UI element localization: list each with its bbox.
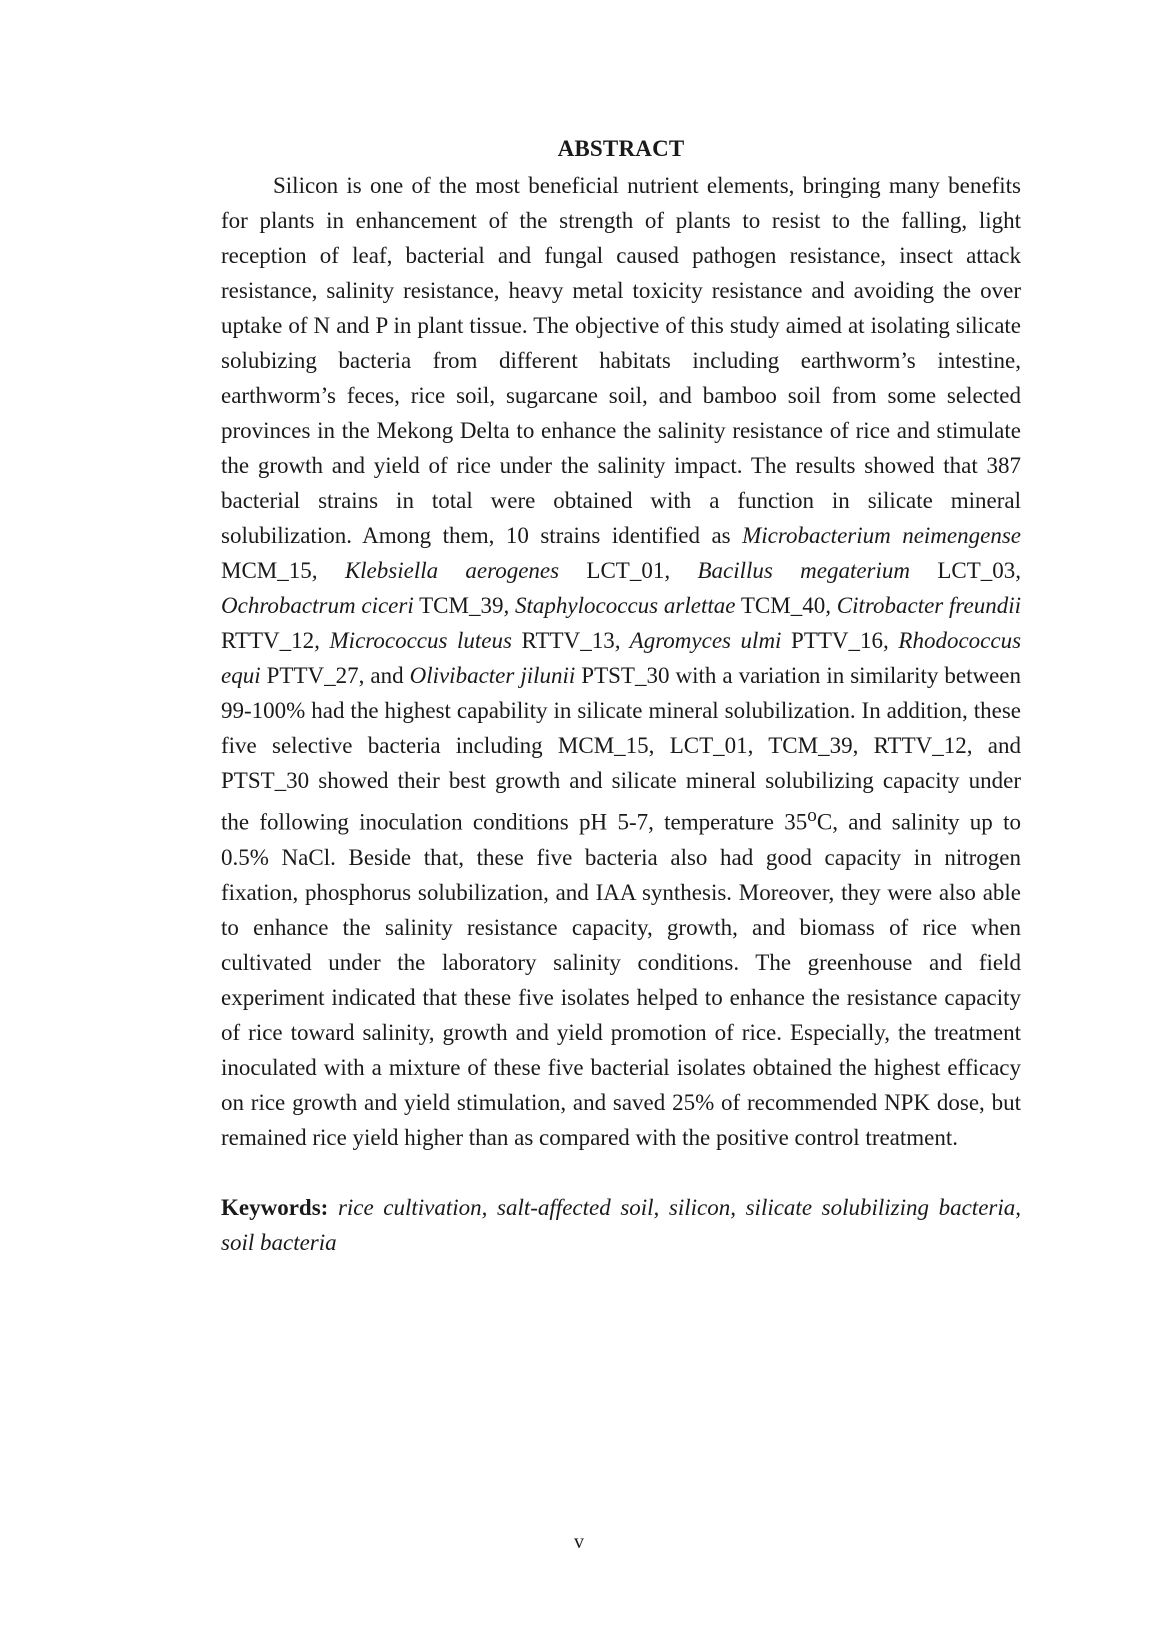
abstract-text-1: Silicon is one of the most beneficial nutrient elements, bringing many benefits for plants in enhancement of the strength of plants to resist to the falling, light reception of leaf, bacterial and fungal caused pathogen resistance, insect attack resistance, salinity resistance, heavy metal toxicity resistance and avoiding the over uptake of N and P in plant tissue. The objective of this study aimed at isolating silicate solubizing bacteria from different habitats including earthworm’s intestine, earthworm’s feces, rice soil, sugarcane soil, and bamboo soil from some selected provinces in the Mekong Delta to enhance the salinity resistance of rice and stimulate the growth and yield of rice under the salinity impact. The results showed that 387 bacterial strains in total were obtained with a function in silicate mineral solubilization. Among them, 10 strains identified as [221,173,1021,548]
species-name: Staphylococcus arlettae [515,593,736,618]
species-name: Ochrobactrum ciceri [221,593,414,618]
strain-code: PTTV_16 [781,628,884,653]
species-name: Microbacterium neimengense [742,523,1021,548]
separator: , [883,628,899,653]
degree-superscript: o [807,805,817,826]
page-number: v [574,1531,584,1553]
strain-code: LCT_03 [910,558,1016,583]
strain-code: MCM_15 [221,558,312,583]
separator: , [311,558,345,583]
species-name: Agromyces ulmi [629,628,782,653]
species-name: Olivibacter jilunii [409,663,576,688]
abstract-text-3: C, and salinity up to 0.5% NaCl. Beside that, these five bacteria also had good capacity in nitrogen fixation, phosphorus solubilization, and IAA synthesis. Moreover, they were also able to enhance the salinity resistance capacity, growth, and biomass of rice when cultivated under the laboratory salinity conditions. The greenhouse and field experiment indicated that these five isolates helped to enhance the resistance capacity of rice toward salinity, growth and yield promotion of rice. Especially, the treatment inoculated with a mixture of these five bacterial isolates obtained the highest efficacy on rice growth and yield stimulation, and saved 25% of recommended NPK dose, but remained rice yield higher than as compared with the positive control treatment. [221,809,1021,1150]
separator: , [664,558,698,583]
species-name: Klebsiella aerogenes [344,558,560,583]
strain-code: LCT_01 [559,558,665,583]
abstract-paragraph [221,168,1021,1155]
keywords [221,1190,1021,1260]
species-name: Bacillus megaterium [697,558,910,583]
abstract-text-2: PTST_30 with a variation in similarity between 99-100% had the highest capability in silicate mineral solubilization. In addition, these five selective bacteria including MCM_15, LCT_01, TCM_39, RTTV_12, and PTST_30 showed their best growth and silicate mineral solubilizing capacity under the following inoculation conditions pH 5-7, temperature 35 [221,663,1021,835]
species-name: Micrococcus luteus [329,628,512,653]
strain-code: TCM_39 [413,593,504,618]
separator: , [314,628,330,653]
keywords-list: rice cultivation, salt-affected soil, silicon, silicate solubilizing bacteria, soil bacteria [221,1194,1021,1255]
abstract-title: ABSTRACT [557,136,685,161]
separator: , [825,593,837,618]
strain-code: RTTV_13 [511,628,615,653]
strain-code: PTTV_27, and [260,663,410,688]
separator: , [1015,558,1022,583]
separator: , [503,593,516,618]
species-name: Citrobacter freundii [836,593,1022,618]
species-name: Rhodococcus equi [221,628,1022,688]
strain-code: RTTV_12 [221,628,315,653]
strain-code: TCM_40 [735,593,826,618]
keywords-label: Keywords: [221,1194,329,1220]
page-content [221,134,1021,1260]
separator: , [614,628,630,653]
